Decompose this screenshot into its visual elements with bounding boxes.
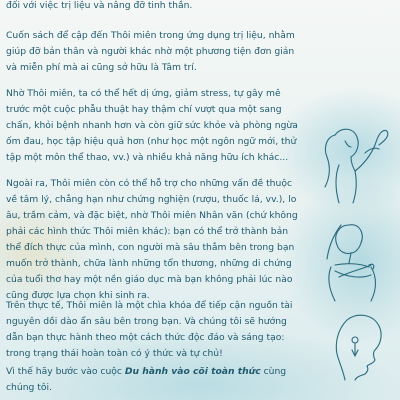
paragraph-1: Cuốn sách để cập đến Thôi miên trong ứng dụng trị liệu, nhằm giúp đỡ bản thân và người khác nhờ một phương tiện đơn giản và miễn phí mà ai cũng sở hữu là Tâm trí. bbox=[6, 30, 295, 73]
paragraph-3: Ngoài ra, Thôi miên còn có thể hỗ trợ cho những vấn đề thuộc về tâm lý, chẳng hạn như chứng nghiện (rượu, thuốc lá, vv.), lo âu, trầm cảm, và đặc biệt, nhờ Thôi miên Nhân văn (chứ không phải các hình thức Thôi miên khác): bạn có thể trở thành bản thể đích thực của mình, con người mà sâu thẳm bên trong bạn muốn trở thành, chữa lành những tổn thương, những di chứng của tuổi thơ hay một nền giáo dục mà bạn không phải lúc nào cũng được lựa chọn khi sinh ra. bbox=[6, 178, 298, 301]
paragraph-4: Trên thực tế, Thôi miên là một chìa khóa để tiếp cận nguồn tài nguyên dồi dào ẩn sâu bên trong bạn. Và chúng tôi sẽ hướng dẫn bạn thực hành theo một cách thức độc đáo và sáng tạo: trong trạng thái hoàn toàn có ý thức và tự chủ! bbox=[6, 300, 293, 359]
emphasis-title: Du hành vào cõi toàn thức bbox=[124, 366, 261, 377]
head-profile-icon bbox=[315, 300, 395, 390]
paragraph-2: Nhờ Thôi miên, ta có thể hết dị ứng, giảm stress, tự gây mê trước một cuộc phẫu thuật hay thậm chí vượt qua một sang chấn, khỏi bệnh nhanh hơn và còn giữ sức khỏe và phòng ngừa ốm đau, học tập hiệu quả hơn (như học một ngôn ngữ mới, thử tập một môn thể thao, vv.) và nhiều khả năng hữu ích khác... bbox=[6, 88, 298, 163]
woman-hugging-self-icon bbox=[305, 205, 400, 305]
paragraph-5-before: Vì thế hãy bước vào cuộc bbox=[6, 366, 125, 377]
woman-stretching-icon bbox=[305, 105, 400, 205]
paragraph-5-after: cùng chúng tôi. bbox=[6, 366, 287, 393]
paragraph-5 bbox=[6, 364, 302, 396]
top-line-text: đối với việc trị liệu và nâng đỡ tinh thần. bbox=[6, 0, 193, 11]
